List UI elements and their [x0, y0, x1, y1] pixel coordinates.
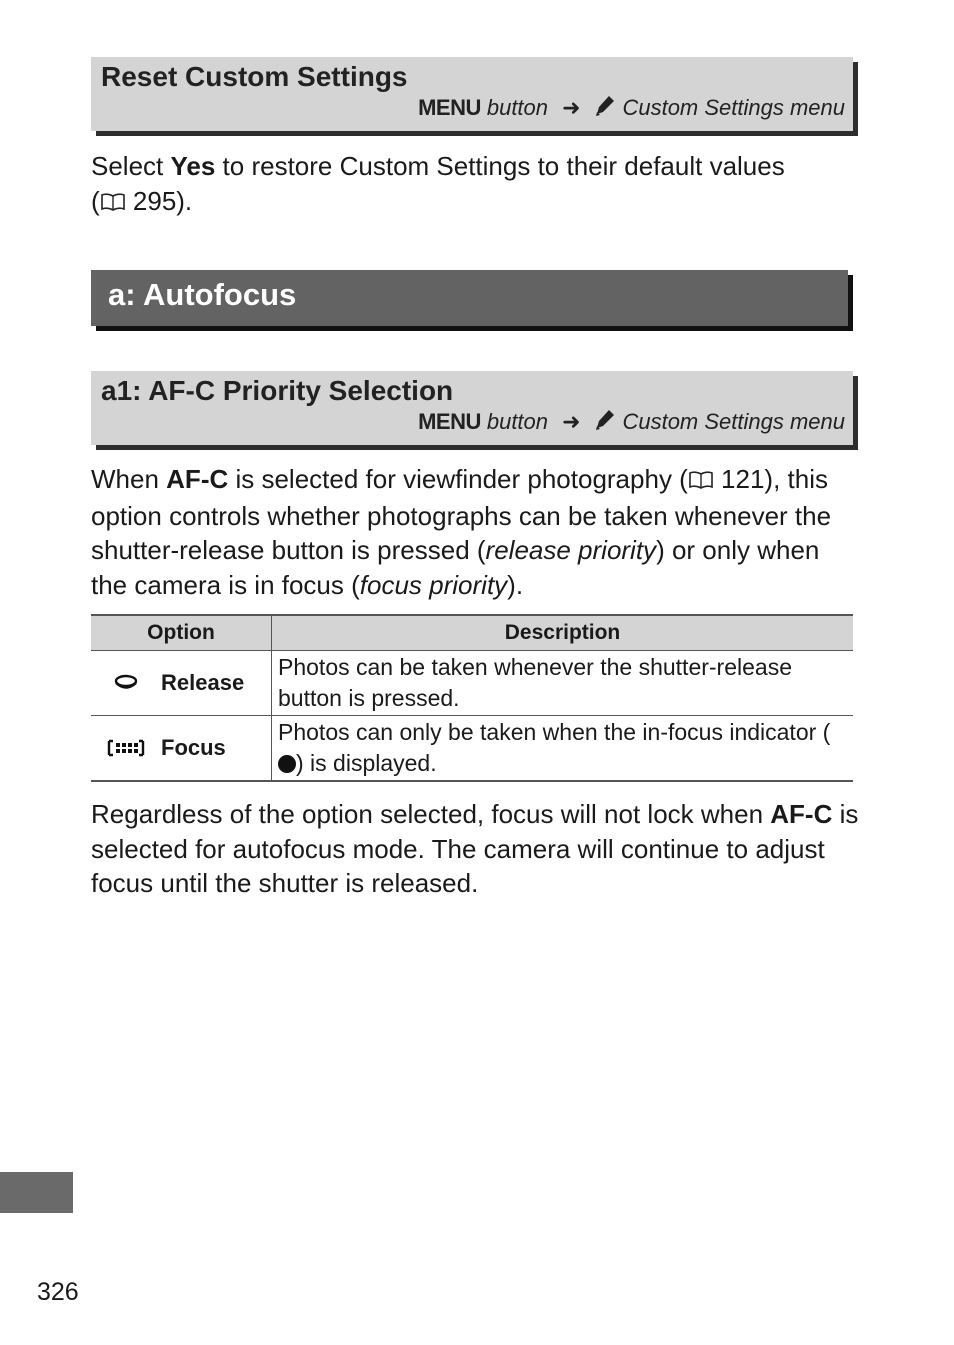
table-row — [91, 716, 853, 782]
reset-description — [91, 149, 861, 220]
text: ( — [91, 185, 100, 216]
description-cell: Photos can be taken whenever the shutter-release button is pressed. — [272, 651, 854, 716]
section-title: Reset Custom Settings — [101, 61, 408, 92]
af-c-description — [91, 462, 861, 602]
table-row — [91, 651, 853, 716]
focus-priority-term: focus priority — [359, 569, 508, 600]
pencil-icon — [594, 407, 616, 437]
text: ) is displayed. — [296, 750, 437, 776]
af-c-label: AF-C — [166, 464, 229, 494]
book-icon — [688, 464, 714, 499]
book-icon — [100, 186, 126, 221]
button-text: button — [486, 95, 549, 120]
button-text: button — [486, 409, 549, 434]
description-cell — [272, 716, 854, 782]
text: ). — [507, 569, 524, 600]
text: ) or only when the camera is in focus ( — [91, 535, 820, 600]
af-c-label: AF-C — [770, 799, 833, 829]
arrow-right-icon: ➜ — [562, 95, 581, 120]
page-ref[interactable]: 295). — [125, 185, 193, 216]
chapter-title: a: Autofocus — [108, 277, 297, 312]
text: When — [91, 464, 167, 494]
option-label: Focus — [161, 735, 226, 760]
in-focus-indicator-icon — [278, 755, 296, 773]
text: to restore Custom Settings to their default values — [215, 151, 785, 181]
release-priority-term: release priority — [485, 535, 657, 565]
page-number: 326 — [37, 1278, 79, 1306]
af-c-priority-header — [91, 371, 853, 445]
text: 121), this option controls whether photographs can be taken whenever the shutter-release button is pressed ( — [91, 464, 832, 565]
pencil-icon — [594, 93, 616, 123]
option-cell — [91, 651, 272, 716]
option-label: Release — [161, 670, 245, 695]
yes-option: Yes — [170, 151, 216, 181]
option-cell — [91, 716, 272, 782]
text: is selected for viewfinder photography ( — [228, 464, 688, 494]
header-option: Option — [91, 615, 272, 651]
menu-button-label: MENU — [418, 95, 481, 120]
af-c-note — [91, 797, 861, 901]
menu-path — [418, 93, 845, 123]
chapter-tab-marker — [0, 1172, 73, 1213]
focus-icon — [91, 738, 161, 758]
text: Select — [91, 151, 171, 181]
options-table — [91, 614, 853, 782]
arrow-right-icon: ➜ — [562, 409, 581, 434]
autofocus-chapter-header — [91, 270, 848, 326]
section-title: a1: AF-C Priority Selection — [101, 375, 454, 406]
text: Photos can only be taken when the in-focus indicator ( — [278, 719, 831, 745]
reset-custom-settings-header — [91, 57, 853, 131]
text: Regardless of the option selected, focus will not lock when — [91, 799, 771, 829]
menu-path — [418, 407, 845, 437]
menu-name: Custom Settings menu — [622, 409, 845, 434]
menu-button-label: MENU — [418, 409, 481, 434]
table-header-row — [91, 615, 853, 651]
text: is selected for autofocus mode. The camera will continue to adjust focus until the shutter is released. — [91, 799, 859, 898]
menu-name: Custom Settings menu — [622, 95, 845, 120]
release-icon — [91, 673, 161, 693]
header-description: Description — [272, 615, 854, 651]
